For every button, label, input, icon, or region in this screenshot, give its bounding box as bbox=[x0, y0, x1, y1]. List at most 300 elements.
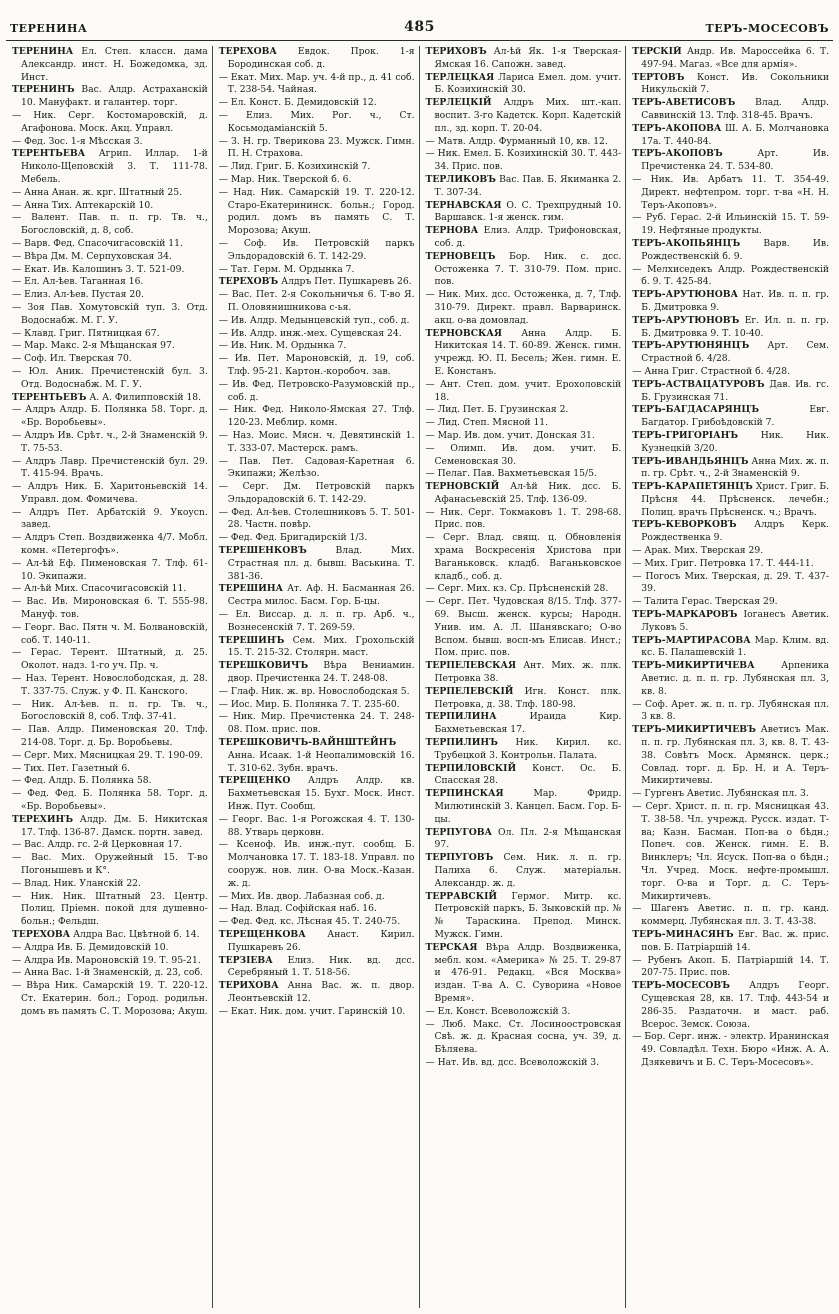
directory-entry bbox=[12, 148, 208, 186]
directory-entry bbox=[12, 750, 208, 763]
directory-entry bbox=[12, 238, 208, 251]
entry-details: О. С. Трехпрудный 10. Варшавск. 1-я женск. гим. bbox=[434, 199, 622, 224]
entry-surname: ТЕРСКІЙ bbox=[632, 46, 682, 57]
entry-surname: ТЕРЪ-АКОПОВА bbox=[632, 122, 722, 134]
entry-surname: ТЕРЕЩЕНКО bbox=[218, 775, 291, 787]
directory-entry bbox=[426, 289, 622, 327]
entry-surname: ТЕРЪ-АВЕТИСОВЪ bbox=[632, 97, 736, 109]
directory-entry bbox=[12, 46, 208, 84]
entry-details: Вас. Пет. 2-я Сокольничья 6. Т-во Я. П. Оловянишникова с-ья. bbox=[227, 289, 415, 313]
entry-surname: ТЕРЕШКОВИЧЪ bbox=[218, 660, 309, 672]
entry-details: Анна Григ. Страстной б. 4/28. bbox=[644, 365, 791, 377]
entry-surname: ТЕРПИЛИНА bbox=[425, 711, 497, 723]
entry-details: Анна Мих. ж. п. п. гр. Срѣт. ч., 2-й Знаменскій 9. bbox=[641, 455, 830, 480]
entry-details: Ник. Емел. Б. Козихинскій 30. Т. 443-34. Прис. пов. bbox=[434, 148, 622, 173]
entry-details: Алдръ Степ. Воздвиженка 4/7. Мобл. комн. «Петергофъ». bbox=[21, 532, 208, 557]
entry-details: Вас. Пав. Б. Якиманка 2. Т. 307-34. bbox=[434, 173, 622, 198]
directory-entry bbox=[426, 763, 622, 789]
directory-entry bbox=[219, 238, 415, 264]
entry-details: Юл. Аник. Пречистенскій бул. 3. Отд. Водоснабж. М. Г. У. bbox=[21, 365, 208, 390]
directory-entry bbox=[12, 852, 208, 878]
directory-entry bbox=[12, 353, 208, 366]
directory-entry bbox=[219, 97, 415, 110]
directory-entry bbox=[632, 955, 829, 981]
entry-details: Ант. Мих. ж. плк. Петровка 38. bbox=[434, 660, 622, 685]
directory-entry bbox=[426, 891, 622, 942]
entry-surname: ТЕРЪ-ИВАНДЬЯНЦЪ bbox=[632, 455, 749, 467]
entry-surname: ТЕРПЕЛЕВСКАЯ bbox=[425, 660, 517, 672]
entry-details: Пав. Алдр. Пименовская 20. Тлф. 214-08. Торг. д. Бр. Воробьевы. bbox=[21, 724, 208, 749]
directory-entry bbox=[12, 763, 208, 776]
directory-entry bbox=[219, 532, 415, 545]
entry-details: Фед. Фед. Бригадирскій 1/3. bbox=[230, 532, 368, 544]
entry-details: Ираида Кир. Бахметьевская 17. bbox=[434, 711, 622, 736]
directory-entry bbox=[426, 225, 622, 251]
entry-details: Серг. Пет. Чудовская 8/15. Тлф. 377-69. Высш. женск. курсы; Народн. Унив. им. А. Л. Шанявскаго; О-во Вспом. бывш. восп-мъ Елисав. Инст.; Пом. прис. пов. bbox=[434, 596, 622, 659]
entry-details: Клавд. Григ. Пятницкая 67. bbox=[24, 327, 160, 339]
directory-entry bbox=[219, 456, 415, 482]
entry-details: Серг. Христ. п. п. гр. Мясницкая 43. Т. 38-58. Чл. учрежд. Русск. издат. Т-ва; Казн. Басман. Поп-ва о бѣдн.; Попеч. сов. Женск. гимн. Е. В. Винклеръ; Чл. Ясуск. Поп-ва о бѣдн.; Чл. Учред. Моск. нефте-промышл. торг. О-ва и Торг. д. С. Теръ-Микиртичевъ. bbox=[641, 801, 829, 902]
directory-entry bbox=[12, 110, 208, 136]
entry-details: Ник. Ал-ѣев. п. п. гр. Тв. ч., Богословскій 8, соб. Тлф. 37-41. bbox=[21, 698, 208, 723]
entry-details: Ив. Алдр. Медынцевскій туп., соб. д. bbox=[230, 314, 410, 326]
entry-details: Серг. Дм. Петровскій паркъ Эльдорадовскій 6. Т. 142-29. bbox=[227, 481, 415, 505]
entry-details: Погосъ Мих. Тверская, д. 29. Т. 437-39. bbox=[641, 570, 829, 595]
directory-entry bbox=[12, 942, 208, 955]
directory-entry bbox=[219, 699, 415, 712]
entry-details: Алдръ Ник. Б. Харитоньевскій 14. Управл. дом. Фомичева. bbox=[21, 481, 208, 505]
running-head-left: ТЕРЕНИНА bbox=[10, 22, 88, 35]
directory-entry bbox=[632, 264, 829, 290]
directory-entry bbox=[632, 366, 829, 379]
directory-entry bbox=[219, 276, 415, 289]
entry-surname: ТЕРИХОВА bbox=[218, 980, 279, 992]
entry-details: Ник. Мих. дсс. Остоженка, д. 7, Тлф. 310-79. Директ. правл. Варваринск. акц. о-ва домовлад. bbox=[434, 289, 622, 326]
entry-details: Алдръ Лавр. Пречистенскій бул. 29. Т. 415-94. Врачь. bbox=[21, 455, 208, 480]
entry-details: Матв. Алдр. Фурманный 10, кв. 12. bbox=[437, 135, 608, 147]
directory-entry bbox=[219, 187, 415, 238]
entry-surname: ТЕРЕХОВА bbox=[218, 46, 277, 57]
directory-entry bbox=[426, 379, 622, 405]
directory-entry bbox=[632, 596, 829, 609]
directory-entry bbox=[12, 212, 208, 238]
entry-details: Анна Анан. ж. крг. Штатный 25. bbox=[24, 186, 183, 198]
entry-surname: ТЕРСКАЯ bbox=[425, 941, 478, 953]
entry-details: Варв. Фед. Спасочигасовскій 11. bbox=[24, 237, 183, 249]
entry-details: Алдра Ив. Мароновскій 19. Т. 95-21. bbox=[24, 954, 201, 966]
directory-entry bbox=[426, 481, 622, 507]
directory-entry bbox=[12, 404, 208, 430]
entry-details: Елиз. Ал-ѣев. Пустая 20. bbox=[24, 289, 144, 301]
entry-details: Мар. Макс. 2-я Мѣщанская 97. bbox=[24, 340, 175, 352]
entry-details: Ел. Ал-ѣев. Таганная 16. bbox=[24, 276, 144, 288]
entry-surname: ТЕРПИЛИНЪ bbox=[425, 737, 498, 749]
entry-surname: ТЕРЕНТЬЕВЪ bbox=[12, 391, 87, 403]
directory-entry bbox=[12, 622, 208, 648]
directory-entry bbox=[12, 558, 208, 584]
entry-details: Фед. Зос. 1-я Мѣсская 3. bbox=[24, 135, 143, 147]
entry-details: Ант. Степ. дом. учит. Ерохоловскій 18. bbox=[434, 378, 622, 403]
entry-surname: ТЕРНОВЕЦЪ bbox=[425, 250, 496, 262]
entry-details: Ол. Пл. 2-я Мѣщанская 97. bbox=[434, 826, 622, 851]
directory-entry bbox=[426, 827, 622, 853]
entry-details: Елиз. Ник. вд. дсс. Серебряный 1. Т. 518-56. bbox=[227, 954, 415, 979]
entry-details: Руб. Герас. 2-й Ильинскій 15. Т. 59-19. Нефтяные продукты. bbox=[641, 212, 829, 237]
entry-details: Дав. Ив. гс. Б. Грузинская 71. bbox=[641, 378, 830, 403]
entry-details: Фед. Ал-ѣев. Столешниковъ 5. Т. 501-28. Частн. повѣр. bbox=[227, 506, 415, 531]
directory-entry bbox=[219, 507, 415, 533]
column-4 bbox=[626, 46, 833, 1308]
entry-details: Ив. Ник. М. Ордынка 7. bbox=[230, 340, 347, 352]
entry-details: Тих. Пет. Газетный 6. bbox=[24, 762, 131, 774]
directory-entry bbox=[12, 366, 208, 392]
directory-entry bbox=[219, 430, 415, 456]
entry-details: Соф. Ив. Петровскій паркъ Эльдорадовскій 6. Т. 142-29. bbox=[227, 237, 415, 262]
entry-surname: ТЕРПЕЛЕВСКІЙ bbox=[425, 685, 514, 697]
directory-entry bbox=[219, 404, 415, 430]
directory-entry bbox=[426, 417, 622, 430]
entry-details: З. Н. гр. Тверикова 23. Мужск. Гимн. П. Н. Страхова. bbox=[227, 135, 415, 160]
entry-details: Арт. Ив. Пречистенка 24. Т. 534-80. bbox=[641, 148, 830, 173]
entry-details: Ал-ѣй Еф. Пименовская 7. Тлф. 61-10. Экипажи. bbox=[21, 557, 208, 582]
directory-entry bbox=[12, 955, 208, 968]
directory-entry bbox=[12, 775, 208, 788]
entry-surname: ТЕРЕНИНЪ bbox=[12, 84, 75, 96]
directory-entry bbox=[219, 903, 415, 916]
entry-details: Ник. Ив. Арбатъ 11. Т. 354-49. Директ. нефтепром. торг. т-ва «Н. Н. Теръ-Акоповъ». bbox=[641, 173, 830, 211]
directory-entry bbox=[219, 136, 415, 162]
directory-entry bbox=[632, 609, 829, 635]
entry-details: Екат. Ив. Калошинъ 3. Т. 521-09. bbox=[24, 263, 185, 275]
directory-entry bbox=[219, 315, 415, 328]
directory-entry bbox=[632, 430, 829, 456]
entry-details: Ник. Серг. Костомаровскій, д. Агафонова. Моск. Акц. Управл. bbox=[21, 109, 208, 134]
directory-entry bbox=[632, 724, 829, 788]
directory-entry bbox=[426, 660, 622, 686]
entry-details: Анна Алдр. Б. Никитская 14. Т. 60-89. Женск. гимн. учрежд. Ю. П. Бесель; Жен. гимн. Е. Е. Констанъ. bbox=[434, 327, 622, 377]
directory-entry bbox=[219, 839, 415, 890]
entry-surname: ТЕРЪ-МОСЕСОВЪ bbox=[632, 980, 730, 992]
directory-entry bbox=[219, 775, 415, 813]
entry-surname: ТЕРЕХОВЪ bbox=[218, 276, 279, 288]
directory-entry bbox=[219, 1006, 415, 1019]
entry-details: Гермог. Митр. кс. Петровскій паркъ, Б. Зыковскій пр. №№ Тараскина. Препод. Минск. Мужск. Гимн. bbox=[434, 890, 622, 940]
directory-entry bbox=[219, 609, 415, 635]
entry-details: Арак. Мих. Тверская 29. bbox=[644, 545, 764, 557]
directory-entry bbox=[632, 456, 829, 482]
entry-details: Георг. Вас. 1-я Рогожская 4. Т. 130-88. Утварь церковн. bbox=[227, 813, 415, 838]
directory-entry bbox=[219, 545, 415, 583]
entry-details: Конст. Ив. Сокольники Никульскій 7. bbox=[641, 71, 829, 96]
entry-surname: ТЕРЪ-КАРАПЕТЯНЦЪ bbox=[632, 481, 753, 493]
entry-details: Вѣра Ник. Самарскій 19. Т. 220-12. Ст. Екатерин. бол.; Город. родильн. домъ въ память С. Т. Морозова; Акуш. bbox=[21, 980, 208, 1017]
entry-details: Мар. Ник. Тверской б. 6. bbox=[230, 173, 352, 185]
entry-details: Ник. Ник. Кузнецкій 3/20. bbox=[641, 429, 829, 454]
directory-entry bbox=[12, 647, 208, 673]
directory-entry bbox=[426, 443, 622, 469]
entry-details: Вѣра Дм. М. Серпуховская 34. bbox=[24, 250, 172, 262]
entry-details: Анна Вас. 1-й Знаменскій, д. 23, соб. bbox=[24, 967, 203, 979]
directory-entry bbox=[632, 788, 829, 801]
entry-details: Гургенъ Аветис. Лубянская пл. 3. bbox=[644, 788, 809, 800]
entry-details: Алдръ Керк. Рождественка 9. bbox=[641, 519, 829, 544]
directory-entry bbox=[12, 929, 208, 942]
entry-details: Георг. Вас. Пятн ч. М. Болвановскій, соб. Т. 140-11. bbox=[21, 621, 208, 646]
entry-details: Люб. Макс. Ст. Лосиноостровская Свѣ. ж. д. Красная сосна, уч. 39, д. Бѣляева. bbox=[434, 1018, 622, 1056]
entry-details: Арт. Сем. Страстной б. 4/28. bbox=[641, 340, 829, 365]
entry-surname: ТЕРЕШЕНКОВЪ bbox=[218, 545, 307, 557]
entry-details: Ив. Алдр. инж.-мех. Сущевская 24. bbox=[230, 327, 402, 339]
directory-entry bbox=[12, 814, 208, 840]
entry-details: Ксеноф. Ив. инж.-пут. сообщ. Б. Молчановка 17. Т. 183-18. Управл. по сооруж. нов. лин. О-ва Моск.-Казан. ж. д. bbox=[227, 839, 415, 889]
running-head-right: ТЕРЪ-МОСЕСОВЪ bbox=[705, 22, 829, 35]
entry-details: Тат. Герм. М. Ордынка 7. bbox=[230, 263, 355, 275]
directory-entry bbox=[219, 891, 415, 904]
directory-entry bbox=[12, 532, 208, 558]
entry-details: Елиз. Мих. Рог. ч., Ст. Косьмодаміанскій 5. bbox=[227, 109, 415, 134]
entry-surname: ТЕРЕНТЬЕВА bbox=[12, 148, 86, 160]
directory-entry bbox=[12, 136, 208, 149]
entry-details: Евг. Вас. ж. прис. пов. Б. Патріаршій 14. bbox=[641, 928, 829, 953]
directory-entry bbox=[219, 174, 415, 187]
directory-entry bbox=[219, 379, 415, 405]
entry-details: Анна Тих. Аптекарскій 10. bbox=[24, 199, 154, 211]
entry-details: Лариса Емел. дом. учит. Б. Козихинскій 30. bbox=[434, 71, 622, 96]
entry-details: Евг. Багдатор. Грибоѣдовскій 7. bbox=[641, 404, 829, 429]
directory-entry bbox=[632, 558, 829, 571]
directory-entry bbox=[219, 289, 415, 315]
entry-details: Анна. Исаак. 1-й Неопалимовскій 16. Т. 310-62. Зубн. врачъ. bbox=[227, 749, 415, 774]
directory-entry bbox=[426, 711, 622, 737]
directory-entry bbox=[632, 123, 829, 149]
directory-entry bbox=[632, 97, 829, 123]
entry-details: Фед. Алдр. Б. Полянка 58. bbox=[24, 775, 152, 787]
entry-details: Алдръ Ив. Срѣт. ч., 2-й Знаменскій 9. Т. 75-53. bbox=[21, 429, 208, 454]
entry-surname: ТЕРНОВСКАЯ bbox=[425, 327, 502, 339]
entry-details: Алдръ Пет. Арбатскій 9. Укоуcn. завед. bbox=[21, 506, 208, 531]
entry-details: Нат. Ив. п. п. гр. Б. Дмитровка 9. bbox=[641, 289, 830, 313]
entry-surname: ТЕРПУГОВА bbox=[425, 826, 492, 838]
entry-surname: ТЕРЕШИНЪ bbox=[218, 634, 285, 646]
directory-entry bbox=[219, 328, 415, 341]
entry-details: Герас. Терент. Штатный, д. 25. Околот. надз. 1-го уч. Пр. ч. bbox=[21, 647, 208, 672]
entry-details: Ел. Степ. классн. дама Александр. инст. Н. Божедомка, зд. Инст. bbox=[21, 46, 208, 83]
entry-surname: ТЕРЛИКОВЪ bbox=[425, 173, 496, 185]
entry-surname: ТЕРТОВЪ bbox=[632, 71, 685, 83]
entry-details: Шагенъ Аветис. п. п. гр. канд. коммерц. Лубянская пл. 3. Т. 43-38. bbox=[641, 903, 829, 928]
entry-details: Вѣра Вениамин. двор. Пречистенка 24. Т. 248-08. bbox=[227, 660, 415, 685]
directory-entry bbox=[219, 686, 415, 699]
directory-entry bbox=[632, 660, 829, 698]
directory-entry bbox=[12, 967, 208, 980]
entry-details: Наз. Терент. Новослободская, д. 28. Т. 337-75. Служ. у Ф. П. Канского. bbox=[21, 673, 208, 697]
directory-entry bbox=[219, 635, 415, 661]
directory-entry bbox=[426, 1006, 622, 1019]
entry-details: Вѣра Алдр. Воздвиженка, мебл. ком. «Америка» № 25. Т. 29-87 и 476-91. Редакц. «Вся Москва» издан. Т-ва А. С. Суворина «Новое Время». bbox=[434, 941, 622, 1004]
directory-entry bbox=[426, 430, 622, 443]
directory-entry bbox=[426, 174, 622, 200]
directory-entry bbox=[12, 596, 208, 622]
directory-entry bbox=[632, 699, 829, 725]
directory-entry bbox=[632, 315, 829, 341]
directory-entry bbox=[426, 583, 622, 596]
entry-details: Наз. Моис. Мясн. ч. Девятинскій 1. Т. 333-07. Мастерск. рамъ. bbox=[227, 429, 415, 454]
entry-surname: ТЕРЛЕЦКАЯ bbox=[425, 71, 495, 83]
directory-entry bbox=[426, 942, 622, 1006]
directory-entry bbox=[426, 532, 622, 583]
entry-details: Бор. Ник. с. дсс. Остоженка 7. Т. 310-79. Пом. прис. пов. bbox=[434, 250, 622, 288]
entry-details: Алдръ Пет. Пушкаревъ 26. bbox=[281, 276, 412, 288]
entry-details: Соф. Ил. Тверская 70. bbox=[24, 353, 132, 365]
entry-details: Анна Вас. ж. п. двор. Леонтьевскій 12. bbox=[227, 980, 415, 1004]
entry-surname: ТЕРЪ-МИКИРТИЧЕВА bbox=[632, 660, 755, 672]
entry-details: Пав. Пет. Садовая-Каретная 6. Экипажи; Желѣзо. bbox=[227, 455, 415, 480]
entry-details: Над. Влад. Софійская наб. 16. bbox=[230, 903, 377, 915]
directory-entry bbox=[632, 72, 829, 98]
directory-entry bbox=[12, 699, 208, 725]
entry-details: Влад. Ник. Уланскій 22. bbox=[24, 877, 141, 889]
entry-surname: ТЕРЕЩЕНКОВА bbox=[218, 928, 306, 940]
entry-details: Ник. Серг. Токмаковъ 1. Т. 298-68. Прис. пов. bbox=[434, 506, 622, 531]
directory-columns bbox=[6, 46, 833, 1308]
entry-details: Сем. Мих. Грохольскій 15. Т. 215-32. Столярн. маст. bbox=[227, 634, 415, 659]
entry-details: Над. Ник. Самарскій 19. Т. 220-12. Старо-Екатерининск. больн.; Город. родил. домъ въ память С. Т. Морозова; Акуш. bbox=[227, 186, 415, 237]
entry-surname: ТЕРНОВА bbox=[425, 225, 479, 237]
directory-entry bbox=[12, 724, 208, 750]
entry-details: Серг. Мих. кз. Ср. Прѣсненскій 28. bbox=[437, 583, 609, 595]
entry-surname: ТЕРЗІЕВА bbox=[218, 954, 273, 966]
entry-details: Алдръ Мих. шт.-кап. воспит. 3-го Кадетск. Корп. Кадетскій пл., зд. корп. Т. 20-04. bbox=[434, 97, 622, 134]
directory-entry bbox=[632, 46, 829, 72]
directory-entry bbox=[426, 507, 622, 533]
directory-entry bbox=[12, 456, 208, 482]
directory-entry bbox=[219, 814, 415, 840]
directory-entry bbox=[219, 980, 415, 1006]
directory-entry bbox=[219, 711, 415, 737]
directory-entry bbox=[12, 507, 208, 533]
entry-details: Вас. Ив. Мироновская 6. Т. 555-98. Мануф. тов. bbox=[21, 596, 208, 621]
entry-surname: ТЕРЪ-ГРИГОРІАНЪ bbox=[632, 429, 739, 441]
directory-entry bbox=[426, 468, 622, 481]
entry-details: Ал-ѣй Мих. Спасочигасовскій 11. bbox=[24, 583, 187, 595]
entry-surname: ТЕРЛЕЦКІЙ bbox=[425, 97, 492, 109]
directory-entry bbox=[12, 788, 208, 814]
directory-entry bbox=[12, 302, 208, 328]
entry-details: А. А. Филипповскій 18. bbox=[89, 391, 202, 403]
directory-entry bbox=[12, 673, 208, 699]
entry-details: Варв. Ив. Рождественскій б. 9. bbox=[641, 237, 829, 262]
directory-entry bbox=[632, 1031, 829, 1069]
entry-details: Ник. Кирил. кс. Трубецкой 3. Контрольн. Палата. bbox=[434, 737, 622, 761]
directory-entry bbox=[12, 839, 208, 852]
directory-entry bbox=[219, 264, 415, 277]
column-2 bbox=[213, 46, 420, 1308]
column-3 bbox=[420, 46, 627, 1308]
directory-entry bbox=[632, 903, 829, 929]
entry-details: Рубенъ Акоп. Б. Патріаршій 14. Т. 207-75. Прис. пов. bbox=[641, 954, 829, 979]
entry-details: Елиз. Алдр. Трифоновская, соб. д. bbox=[434, 225, 622, 249]
entry-details: Алдр. Дм. Б. Никитская 17. Тлф. 136-87. Дамск. портн. завед. bbox=[21, 813, 208, 838]
directory-entry bbox=[426, 328, 622, 379]
directory-entry bbox=[219, 955, 415, 981]
entry-surname: ТЕРРАВСКІЙ bbox=[425, 890, 498, 902]
entry-details: Зоя Пав. Хомутовскій туп. 3. Отд. Водоснабж. М. Г. У. bbox=[21, 301, 208, 326]
directory-entry bbox=[632, 148, 829, 174]
entry-surname: ТЕРЪ-МАРТИРАСОВА bbox=[632, 634, 751, 646]
entry-details: Алдръ Алдр. Б. Полянка 58. Торг. д. «Бр. Воробьевы». bbox=[21, 404, 208, 429]
entry-details: Бор. Серг. инж. - электр. Иранинская 49. Совладѣл. Техн. Бюро «Инж. А. А. Дзякевичъ и Б. С. Теръ-Мосесовъ». bbox=[641, 1031, 829, 1068]
entry-details: Валент. Пав. п. п. гр. Тв. ч., Богословскій, д. 8, соб. bbox=[21, 212, 208, 237]
entry-details: Алдръ Георг. Сущевская 28, кв. 17. Тлф. 443-54 и 286-35. Раздаточн. и маст. раб. Всерос. Земск. Союза. bbox=[641, 980, 829, 1030]
directory-entry bbox=[12, 328, 208, 341]
directory-entry bbox=[12, 891, 208, 929]
entry-surname: ТЕРЕШКОВИЧЪ-ВАЙНШТЕЙНЪ bbox=[218, 737, 397, 749]
entry-details: Ник. Фед. Николо-Ямская 27. Тлф. 120-23. Меблир. комн. bbox=[227, 404, 415, 429]
entry-surname: ТЕРПУГОВЪ bbox=[425, 852, 494, 864]
directory-entry bbox=[632, 481, 829, 519]
entry-details: Ник. Ник. Штатный 23. Центр. Полиц. Пріемн. покой для душевно-больн.; Фельдш. bbox=[21, 890, 208, 928]
entry-details: Мар. Ив. дом. учит. Донская 31. bbox=[437, 429, 595, 441]
directory-entry bbox=[219, 353, 415, 379]
entry-details: Алдра Вас. Цвѣтной б. 14. bbox=[73, 928, 200, 940]
directory-entry bbox=[12, 84, 208, 110]
directory-entry bbox=[12, 276, 208, 289]
directory-entry bbox=[632, 404, 829, 430]
directory-entry bbox=[219, 161, 415, 174]
column-1 bbox=[6, 46, 213, 1308]
entry-details: Глаф. Ник. ж. вр. Новослободская 5. bbox=[230, 685, 410, 697]
directory-entry bbox=[632, 519, 829, 545]
directory-entry bbox=[632, 174, 829, 212]
entry-surname: ТЕРЪ-АРУТЮНОВЪ bbox=[632, 314, 740, 326]
entry-details: Влад. Алдр. Саввинскій 13. Тлф. 318-45. Врачъ. bbox=[641, 97, 829, 121]
directory-entry bbox=[632, 212, 829, 238]
directory-entry bbox=[219, 110, 415, 136]
entry-details: Ив. Фед. Петровско-Разумовскій пр., соб. д. bbox=[227, 378, 415, 403]
directory-entry bbox=[219, 72, 415, 98]
directory-entry bbox=[426, 46, 622, 72]
entry-surname: ТЕРЪ-КЕВОРКОВЪ bbox=[632, 519, 737, 531]
directory-entry bbox=[426, 148, 622, 174]
entry-details: Ел. Конст. Б. Демидовскій 12. bbox=[230, 97, 377, 109]
page-header bbox=[6, 18, 833, 41]
entry-details: Арпеника Аветис. д. п. п. гр. Лубянская пл. 3, кв. 8. bbox=[641, 660, 829, 697]
entry-details: Конст. Ос. Б. Спасская 28. bbox=[434, 762, 622, 787]
entry-surname: ТЕРЪ-МИНАСЯНЪ bbox=[632, 928, 734, 940]
entry-details: Олимп. Ив. дом. учит. Б. Семеновская 30. bbox=[434, 442, 622, 467]
entry-surname: ТЕРЪ-БАГДАСАРЯНЦЪ bbox=[632, 404, 760, 416]
entry-surname: ТЕРЪ-АКОПЬЯНЦЪ bbox=[632, 237, 741, 249]
entry-details: Ал-ѣй Як. 1-я Тверская-Ямская 16. Сапожн. завед. bbox=[434, 46, 622, 70]
page-number: 485 bbox=[404, 19, 435, 35]
entry-details: Екат. Мих. Мар. уч. 4-й пр., д. 41 соб. Т. 238-54. Чайная. bbox=[227, 71, 415, 96]
directory-entry bbox=[12, 251, 208, 264]
directory-entry bbox=[632, 340, 829, 366]
directory-entry bbox=[426, 97, 622, 135]
entry-details: Ал-ѣй Ник. дсс. Б. Афанасьевскій 25. Тлф. 136-09. bbox=[434, 481, 622, 505]
entry-details: Лид. Григ. Б. Козихинскій 7. bbox=[230, 161, 371, 173]
directory-entry bbox=[632, 238, 829, 264]
entry-details: Нат. Ив. вд. дсс. Всеволожскій 3. bbox=[437, 1056, 600, 1068]
entry-surname: ТЕРЕХОВА bbox=[12, 928, 71, 940]
entry-details: Мар. Клим. вд. кс. Б. Палашевскій 1. bbox=[641, 634, 830, 659]
entry-details: Талита Герас. Тверская 29. bbox=[644, 596, 778, 608]
entry-details: Ел. Конст. Всеволожскій 3. bbox=[437, 1005, 571, 1017]
entry-details: Ат. Аф. Н. Басманная 26. Сестра милос. Басм. Гор. Б-цы. bbox=[227, 583, 415, 608]
entry-surname: ТЕРЕХИНЪ bbox=[12, 813, 74, 825]
directory-entry bbox=[632, 571, 829, 597]
directory-entry bbox=[632, 379, 829, 405]
